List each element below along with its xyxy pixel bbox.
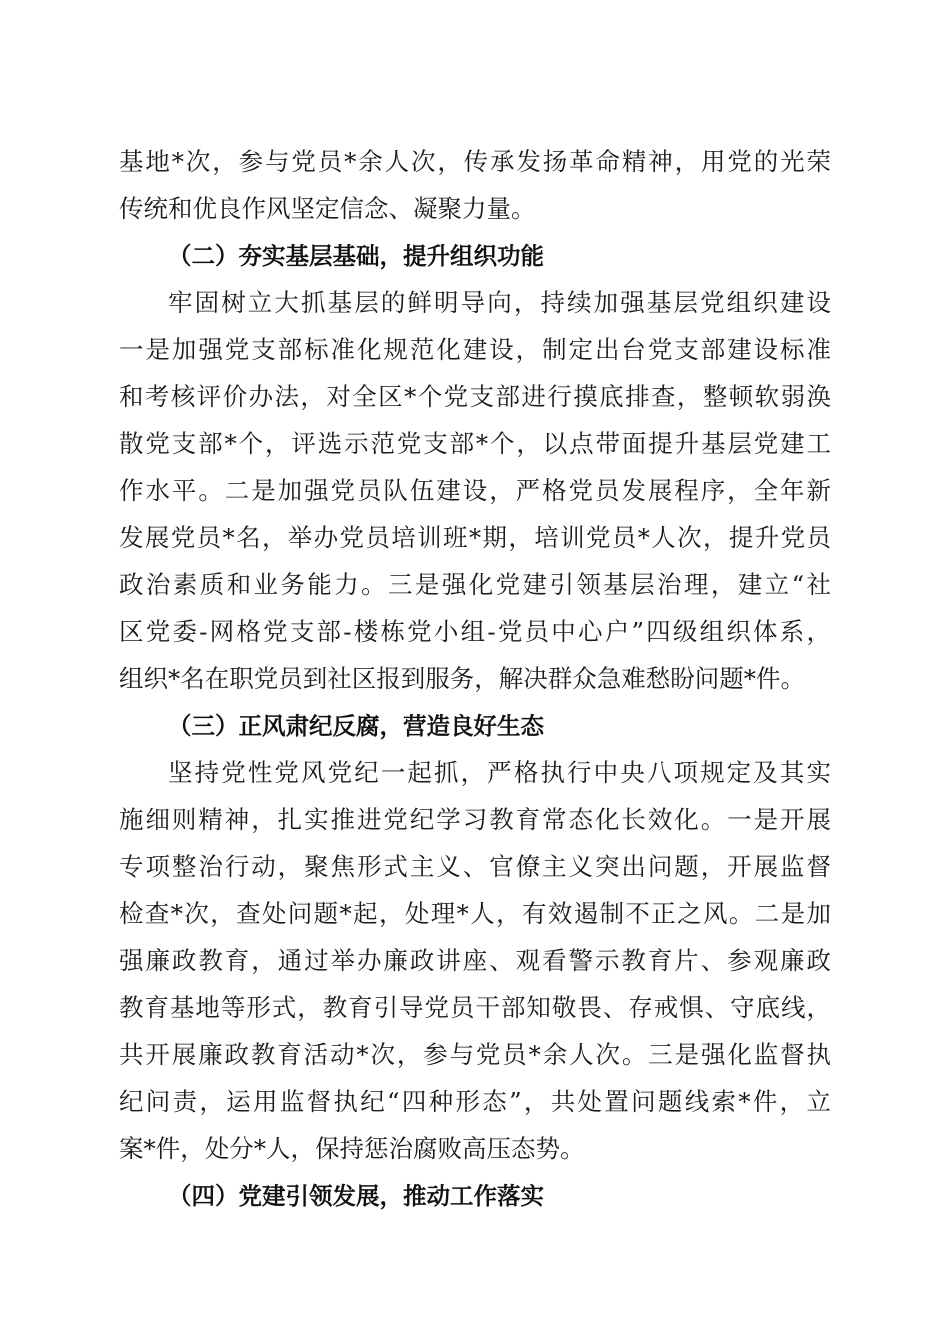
paragraph-line: 教育基地等形式，教育引导党员干部知敬畏、存戒惧、守底线， — [119, 993, 831, 1022]
paragraph-line: 传统和优良作风坚定信念、凝聚力量。 — [119, 194, 536, 223]
section-heading-2: （二）夯实基层基础，提升组织功能 — [168, 242, 544, 270]
paragraph-line: 坚持党性党风党纪一起抓，严格执行中央八项规定及其实 — [168, 758, 831, 787]
paragraph-line: 纪问责，运用监督执纪“四种形态”，共处置问题线索*件，立 — [119, 1087, 831, 1116]
paragraph-line: 共开展廉政教育活动*次，参与党员*余人次。三是强化监督执 — [119, 1040, 831, 1069]
paragraph-line: 强廉政教育，通过举办廉政讲座、观看警示教育片、参观廉政 — [119, 946, 831, 975]
paragraph-line: 和考核评价办法，对全区*个党支部进行摸底排查，整顿软弱涣 — [119, 382, 831, 411]
paragraph-line: 施细则精神，扎实推进党纪学习教育常态化长效化。一是开展 — [119, 805, 831, 834]
paragraph-line: 作水平。二是加强党员队伍建设，严格党员发展程序，全年新 — [119, 476, 831, 505]
paragraph-line: 案*件，处分*人，保持惩治腐败高压态势。 — [119, 1134, 585, 1163]
paragraph-line: 区党委-网格党支部-楼栋党小组-党员中心户”四级组织体系， — [119, 617, 831, 646]
paragraph-line: 检查*次，查处问题*起，处理*人，有效遏制不正之风。二是加 — [119, 899, 831, 928]
section-heading-4: （四）党建引领发展，推动工作落实 — [168, 1182, 544, 1210]
paragraph-line: 基地*次，参与党员*余人次，传承发扬革命精神，用党的光荣 — [119, 147, 831, 176]
paragraph-line: 发展党员*名，举办党员培训班*期，培训党员*人次，提升党员 — [119, 523, 831, 552]
paragraph-line: 散党支部*个，评选示范党支部*个，以点带面提升基层党建工 — [119, 429, 831, 458]
paragraph-line: 专项整治行动，聚焦形式主义、官僚主义突出问题，开展监督 — [119, 852, 831, 881]
paragraph-line: 组织*名在职党员到社区报到服务，解决群众急难愁盼问题*件。 — [119, 664, 805, 693]
paragraph-line: 一是加强党支部标准化规范化建设，制定出台党支部建设标准 — [119, 335, 831, 364]
paragraph-line: 政治素质和业务能力。三是强化党建引领基层治理，建立“社 — [119, 570, 831, 599]
section-heading-3: （三）正风肃纪反腐，营造良好生态 — [168, 712, 544, 740]
paragraph-line: 牢固树立大抓基层的鲜明导向，持续加强基层党组织建设 — [168, 288, 831, 317]
